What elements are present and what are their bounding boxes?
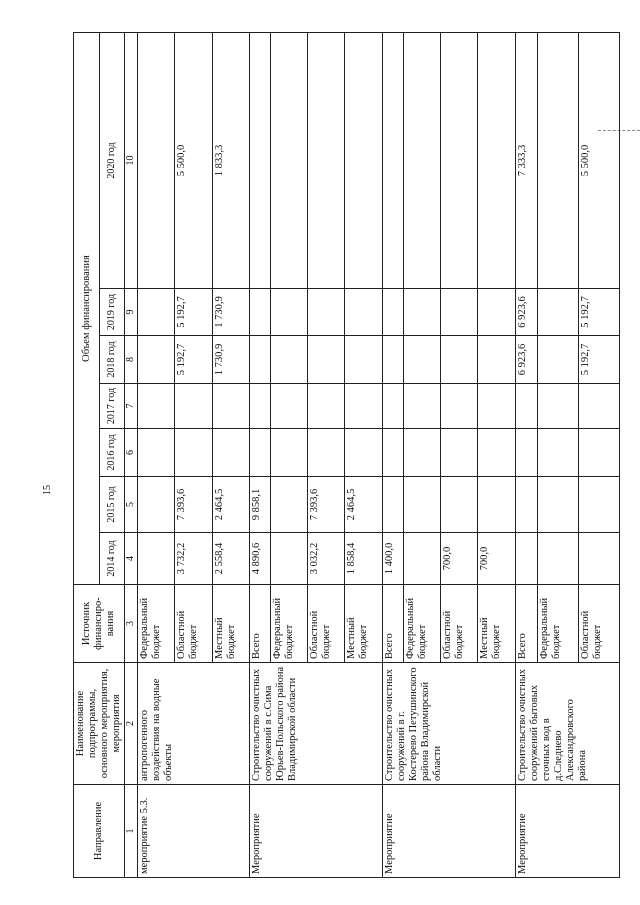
table-row	[137, 32, 174, 877]
funding-source-cell: Федеральный бюджет	[270, 585, 307, 663]
funding-source-cell: Областной бюджет	[440, 585, 477, 663]
header-name: Наименование подпрограммы, основного мероприятия, мероприятия	[74, 663, 125, 785]
funding-source-cell: Всего	[382, 585, 403, 663]
column-number: 2	[125, 663, 138, 785]
value-cell	[538, 32, 579, 288]
funding-source-cell: Федеральный бюджет	[403, 585, 440, 663]
value-cell	[249, 32, 270, 288]
funding-source-cell: Областной бюджет	[578, 585, 619, 663]
value-cell	[249, 336, 270, 384]
header-year: 2015 год	[100, 477, 125, 533]
value-cell	[382, 289, 403, 336]
event-name-cell: антропогенного воздействия на водные объекты	[137, 663, 249, 785]
value-cell: 1 730,9	[212, 336, 249, 384]
funding-source-cell: Областной бюджет	[175, 585, 212, 663]
value-cell	[538, 336, 579, 384]
value-cell	[538, 384, 579, 429]
value-cell	[403, 533, 440, 585]
direction-cell: Мероприятие	[515, 785, 619, 878]
value-cell: 6 923,6	[515, 289, 538, 336]
value-cell	[403, 384, 440, 429]
financing-table	[73, 32, 620, 878]
column-number: 1	[125, 785, 138, 878]
value-cell: 3 032,2	[308, 533, 345, 585]
funding-source-cell: Всего	[515, 585, 538, 663]
value-cell	[538, 477, 579, 533]
event-name-cell: Строительство очистных сооружений бытовых сточных вод в д.Следнево Александровского района	[515, 663, 619, 785]
value-cell: 1 858,4	[345, 533, 382, 585]
value-cell	[478, 336, 515, 384]
value-cell	[137, 477, 174, 533]
value-cell	[403, 477, 440, 533]
value-cell	[270, 384, 307, 429]
value-cell	[440, 429, 477, 477]
table-row	[515, 32, 538, 877]
value-cell	[175, 384, 212, 429]
value-cell	[270, 429, 307, 477]
value-cell	[137, 533, 174, 585]
table-row	[382, 32, 403, 877]
column-number: 6	[125, 429, 138, 477]
column-number: 10	[125, 32, 138, 288]
header-volume: Объем финансирования	[74, 32, 100, 584]
value-cell	[515, 533, 538, 585]
column-number: 8	[125, 336, 138, 384]
value-cell	[403, 32, 440, 288]
header-year: 2020 год	[100, 32, 125, 288]
value-cell: 5 192,7	[175, 336, 212, 384]
value-cell	[578, 477, 619, 533]
funding-source-cell: Местный бюджет	[212, 585, 249, 663]
funding-source-cell: Местный бюджет	[478, 585, 515, 663]
value-cell: 7 393,6	[308, 477, 345, 533]
value-cell	[345, 384, 382, 429]
table-row	[249, 32, 270, 877]
value-cell	[137, 336, 174, 384]
direction-cell: Мероприятие	[382, 785, 515, 878]
value-cell	[478, 429, 515, 477]
value-cell: 5 192,7	[578, 336, 619, 384]
value-cell	[270, 477, 307, 533]
value-cell	[137, 289, 174, 336]
value-cell	[538, 429, 579, 477]
value-cell	[440, 289, 477, 336]
header-source: Источник финансиро-вания	[74, 585, 125, 663]
value-cell	[440, 336, 477, 384]
page-number: 15	[42, 485, 53, 495]
value-cell	[515, 429, 538, 477]
value-cell	[270, 289, 307, 336]
rotated-table-wrapper	[73, 33, 603, 878]
value-cell	[249, 429, 270, 477]
value-cell: 5 192,7	[578, 289, 619, 336]
header-year: 2017 год	[100, 384, 125, 429]
value-cell: 5 500,0	[175, 32, 212, 288]
column-number: 4	[125, 533, 138, 585]
value-cell	[137, 384, 174, 429]
value-cell	[345, 289, 382, 336]
value-cell	[382, 32, 403, 288]
value-cell	[308, 429, 345, 477]
value-cell	[270, 533, 307, 585]
value-cell	[345, 429, 382, 477]
value-cell	[478, 384, 515, 429]
event-name-cell: Строительство очистных сооружений в г. Костерево Петушинского района Владимирской области	[382, 663, 515, 785]
value-cell	[478, 289, 515, 336]
value-cell	[538, 533, 579, 585]
value-cell	[308, 336, 345, 384]
event-name-cell: Строительство очистных сооружений в с.Сима Юрьев-Польского района Владимирской области	[249, 663, 382, 785]
header-year: 2016 год	[100, 429, 125, 477]
value-cell	[440, 384, 477, 429]
header-year: 2018 год	[100, 336, 125, 384]
value-cell: 1 400,0	[382, 533, 403, 585]
value-cell	[478, 477, 515, 533]
value-cell	[382, 336, 403, 384]
funding-source-cell: Федеральный бюджет	[538, 585, 579, 663]
value-cell: 9 858,1	[249, 477, 270, 533]
column-number: 9	[125, 289, 138, 336]
value-cell: 7 393,6	[175, 477, 212, 533]
direction-cell: Мероприятие	[249, 785, 382, 878]
value-cell: 1 833,3	[212, 32, 249, 288]
value-cell	[249, 384, 270, 429]
value-cell: 3 732,2	[175, 533, 212, 585]
funding-source-cell: Всего	[249, 585, 270, 663]
value-cell	[403, 289, 440, 336]
value-cell: 5 192,7	[175, 289, 212, 336]
value-cell	[538, 289, 579, 336]
value-cell	[440, 32, 477, 288]
value-cell: 700,0	[440, 533, 477, 585]
funding-source-cell: Местный бюджет	[345, 585, 382, 663]
column-number: 5	[125, 477, 138, 533]
value-cell: 700,0	[478, 533, 515, 585]
value-cell	[345, 336, 382, 384]
value-cell	[403, 429, 440, 477]
value-cell: 2 558,4	[212, 533, 249, 585]
value-cell	[515, 384, 538, 429]
value-cell: 7 333,3	[515, 32, 538, 288]
value-cell	[382, 384, 403, 429]
value-cell	[308, 384, 345, 429]
funding-source-cell: Федеральный бюджет	[137, 585, 174, 663]
column-number: 7	[125, 384, 138, 429]
value-cell	[345, 32, 382, 288]
value-cell	[578, 429, 619, 477]
value-cell	[308, 32, 345, 288]
value-cell	[270, 336, 307, 384]
value-cell	[212, 429, 249, 477]
value-cell	[382, 429, 403, 477]
value-cell	[578, 533, 619, 585]
value-cell	[440, 477, 477, 533]
value-cell	[175, 429, 212, 477]
value-cell: 5 500,0	[578, 32, 619, 288]
value-cell	[478, 32, 515, 288]
value-cell: 4 890,6	[249, 533, 270, 585]
funding-source-cell: Областной бюджет	[308, 585, 345, 663]
value-cell: 2 464,5	[212, 477, 249, 533]
value-cell: 2 464,5	[345, 477, 382, 533]
header-year: 2014 год	[100, 533, 125, 585]
value-cell: 6 923,6	[515, 336, 538, 384]
value-cell	[403, 336, 440, 384]
value-cell	[382, 477, 403, 533]
column-number: 3	[125, 585, 138, 663]
value-cell	[137, 32, 174, 288]
value-cell: 1 730,9	[212, 289, 249, 336]
direction-cell: мероприятие 5.3.	[137, 785, 249, 878]
value-cell	[515, 477, 538, 533]
value-cell	[578, 384, 619, 429]
header-year: 2019 год	[100, 289, 125, 336]
value-cell	[212, 384, 249, 429]
value-cell	[270, 32, 307, 288]
header-direction: Направление	[74, 785, 125, 878]
value-cell	[249, 289, 270, 336]
value-cell	[308, 289, 345, 336]
value-cell	[137, 429, 174, 477]
